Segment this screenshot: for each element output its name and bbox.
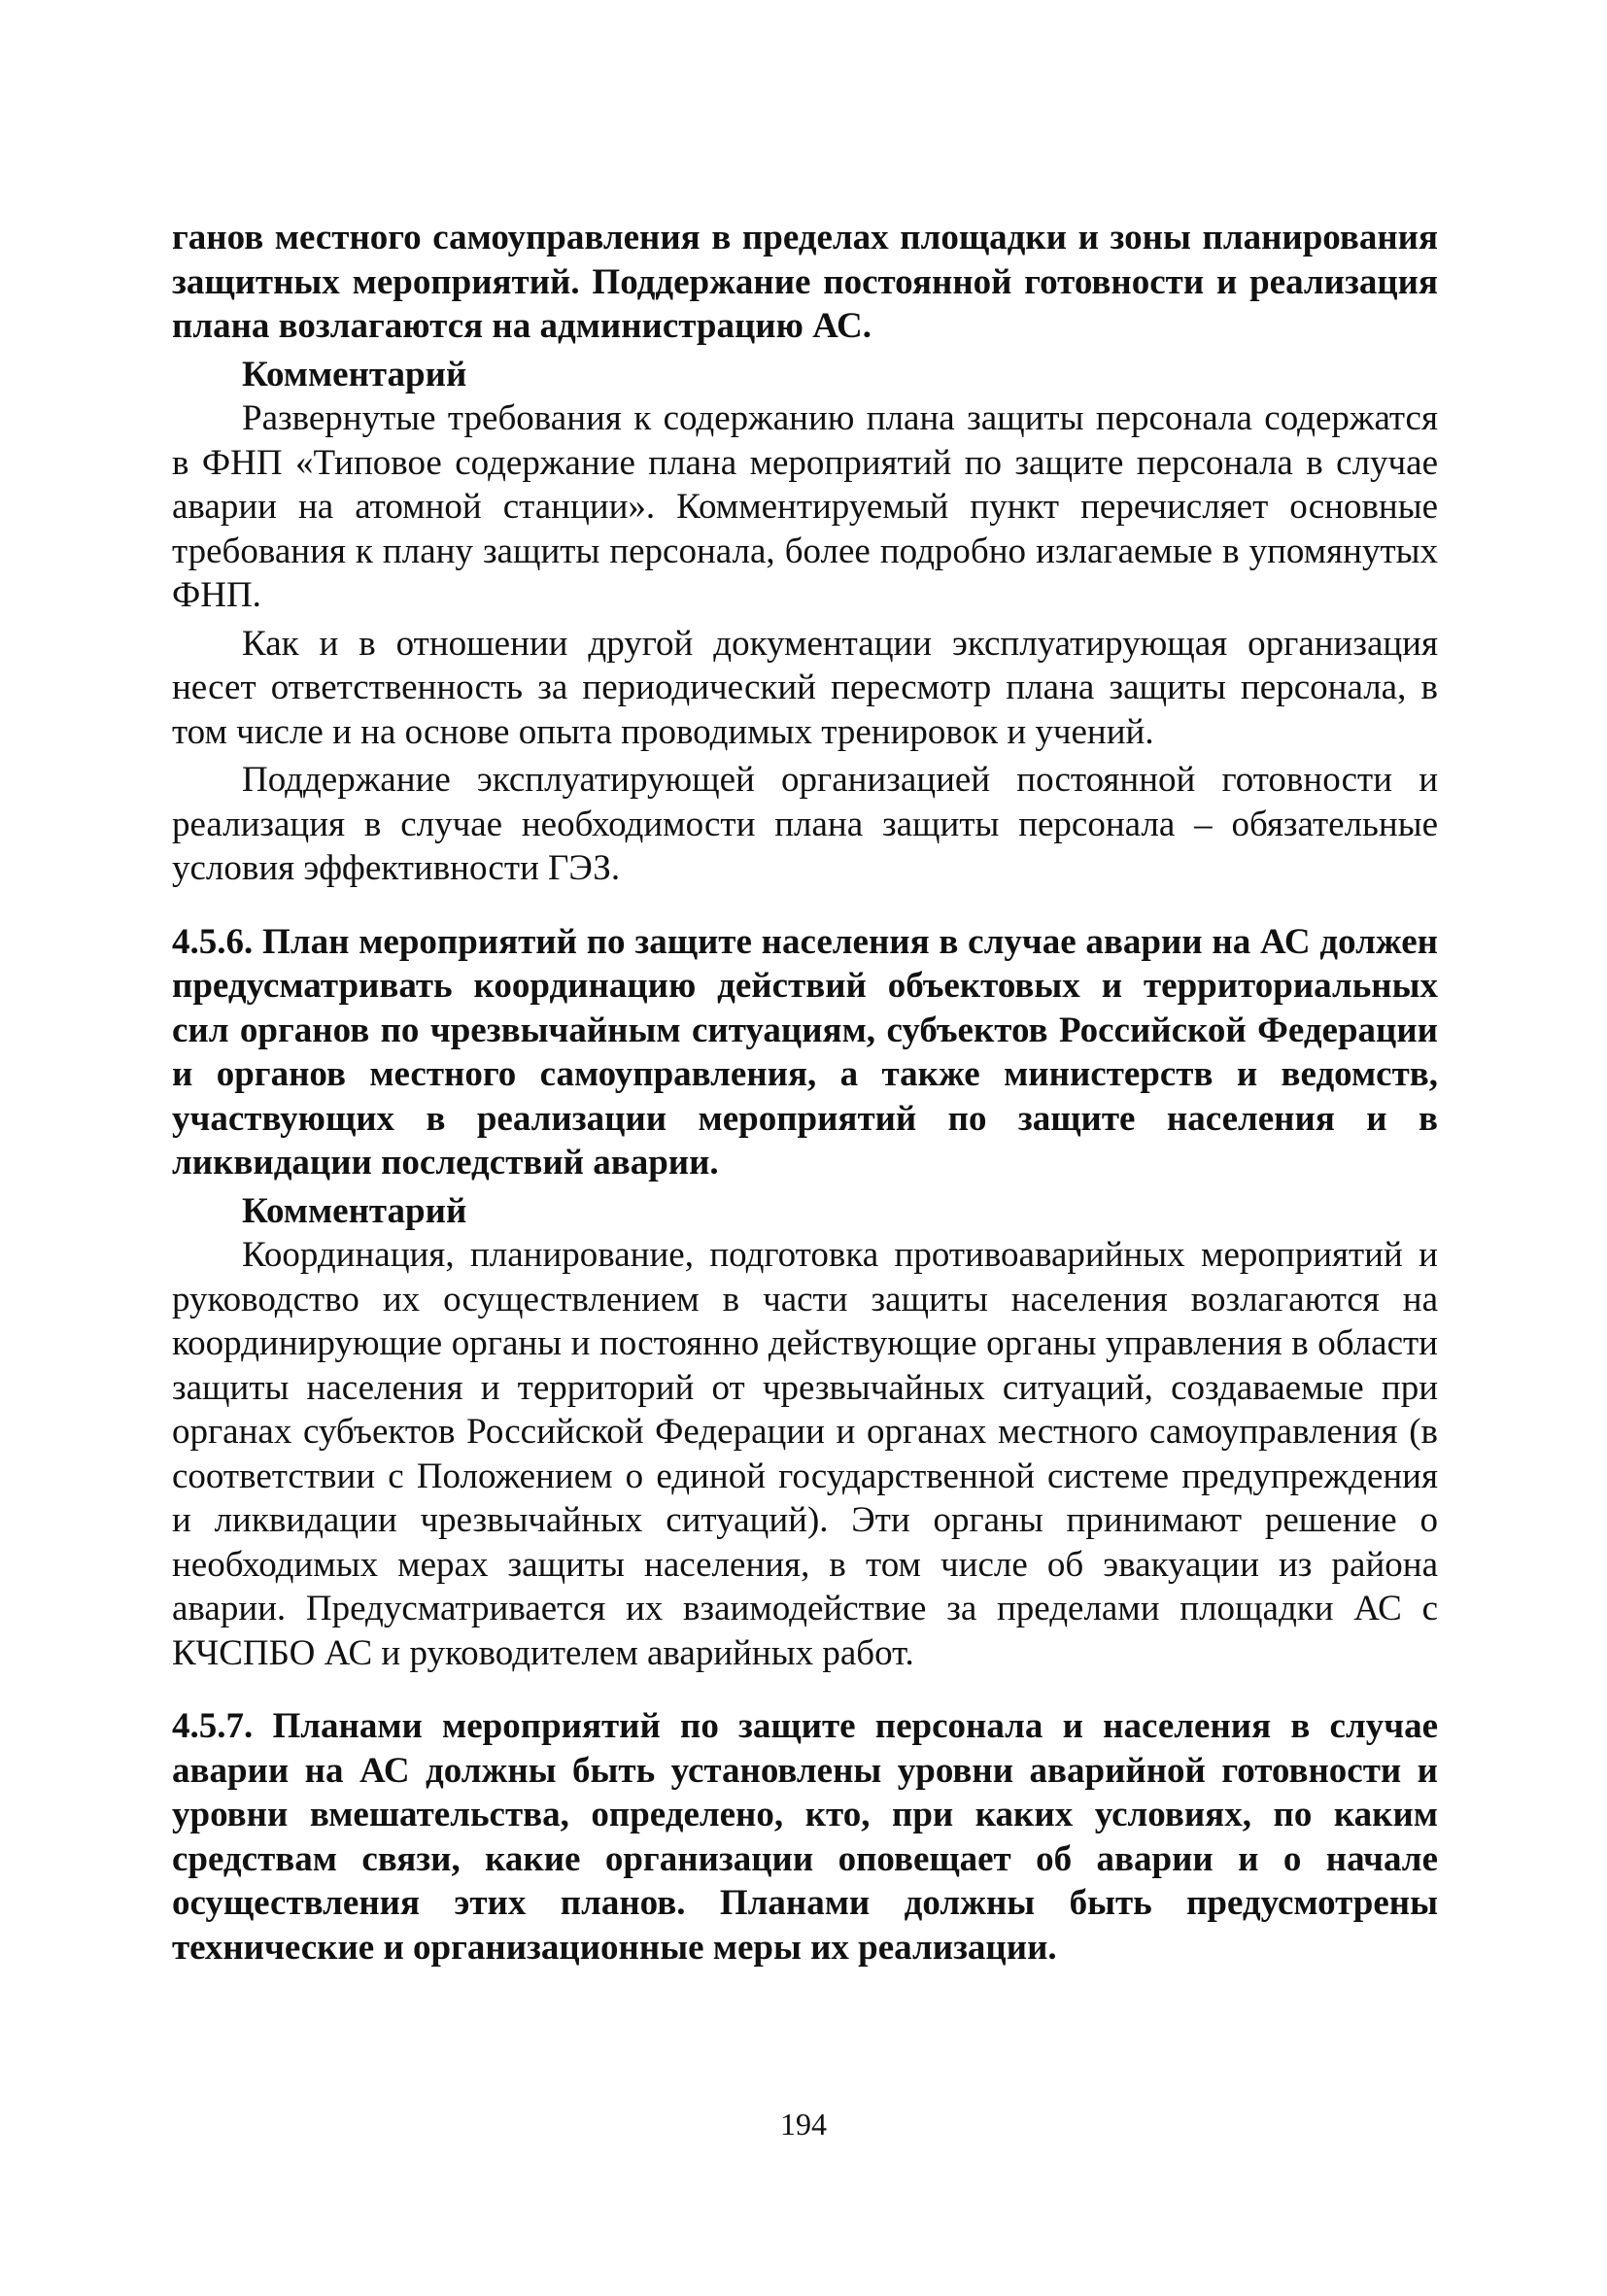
page-number: 194 (780, 2107, 827, 2142)
comment-1-paragraph-1: Развернутые требования к содержанию плана защиты персонала содержатся в ФНП «Типовое содержание плана мероприятий по защите персонала в случае аварии на атомной станции». Комментируемый пункт перечисляет основные требования к плану защиты персонала, более подробно излагаемые в упомянутых ФНП. (172, 398, 1438, 615)
paragraph-continuation: ганов местного самоуправления в пределах площадки и зоны планирования защитных мероприятий. Поддержание постоянной готовности и реализация плана возлагаются на администрацию АС. (172, 218, 1438, 346)
section-4-5-6: 4.5.6. План мероприятий по защите населения в случае аварии на АС должен предусматривать координацию действий объектовых и территориальных сил органов по чрезвычайным ситуациям, субъектов Российской Федерации и органов местного самоуправления, а также министерств и ведомств, участвующих в реализации мероприятий по защите населения и в ликвидации последствий аварии. (172, 921, 1438, 1182)
comment-heading-2: Комментарий (242, 1190, 467, 1231)
comment-2-paragraph-1: Координация, планирование, подготовка противоаварийных мероприятий и руководство их осуществлением в части защиты населения возлагаются на координирующие органы и постоянно действующие органы управления в области защиты населения и территорий от чрезвычайных ситуаций, создаваемые при органах субъектов Российской Федерации и органах местного самоуправления (в соответствии с Положением о единой государственной системе предупреждения и ликвидации чрезвычайных ситуаций). Эти органы принимают решение о необходимых мерах защиты населения, в том числе об эвакуации из района аварии. Предусматривается их взаимодействие за пределами площадки АС с КЧСПБО АС и руководителем аварийных работ. (172, 1235, 1438, 1673)
section-4-5-7: 4.5.7. Планами мероприятий по защите персонала и населения в случае аварии на АС должны быть установлены уровни аварийной готовности и уровни вмешательства, определено, кто, при каких условиях, по каким средствам связи, какие организации оповещает об аварии и о начале осуществления этих планов. Планами должны быть предусмотрены технические и организационные меры их реализации. (172, 1706, 1438, 1968)
document-page (172, 216, 1438, 1970)
comment-1-paragraph-2: Как и в отношении другой документации эксплуатирующая организация несет ответственность за периодический пересмотр плана защиты персонала, в том числе и на основе опыта проводимых тренировок и учений. (172, 623, 1438, 752)
comment-1-paragraph-3: Поддержание эксплуатирующей организацией постоянной готовности и реализация в случае необходимости плана защиты персонала – обязательные условия эффективности ГЭЗ. (172, 760, 1438, 888)
comment-heading-1: Комментарий (242, 354, 467, 394)
